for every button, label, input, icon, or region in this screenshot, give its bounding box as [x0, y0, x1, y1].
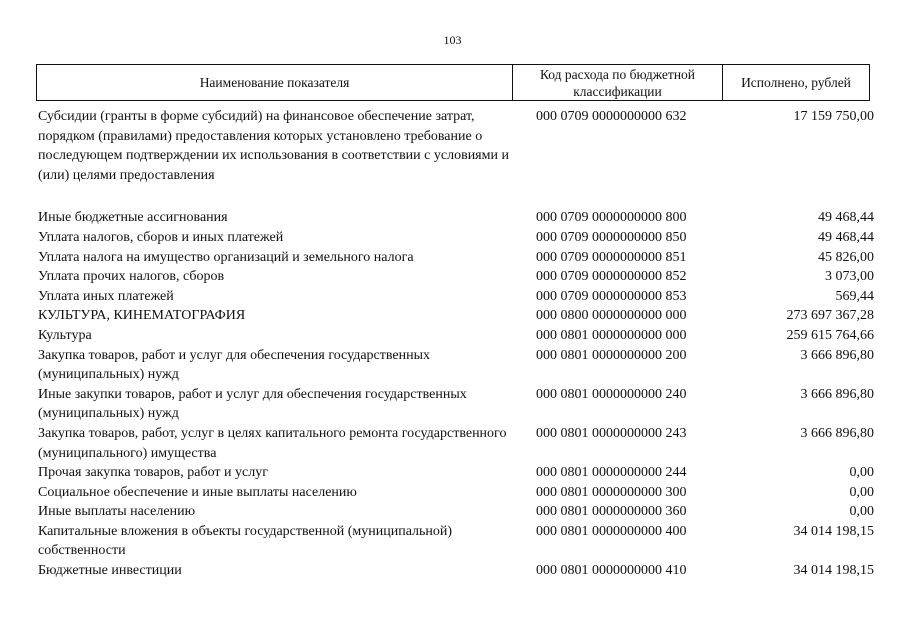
table-row	[38, 248, 874, 268]
row-name: Прочая закупка товаров, работ и услуг	[38, 465, 268, 481]
table-row	[38, 522, 874, 561]
table-row	[38, 483, 874, 503]
row-amount: 17 159 750,00	[793, 109, 874, 124]
row-code: 000 0801 0000000000 300	[536, 484, 687, 500]
row-amount: 0,00	[849, 465, 874, 481]
header-amount: Исполнено, рублей	[741, 75, 851, 90]
row-code: 000 0801 0000000000 243	[536, 425, 687, 441]
row-name: Уплата налогов, сборов и иных платежей	[38, 229, 284, 245]
table-row	[38, 502, 874, 522]
row-name: Бюджетные инвестиции	[38, 563, 182, 579]
row-code: 000 0801 0000000000 360	[536, 504, 687, 520]
row-amount: 34 014 198,15	[793, 523, 874, 539]
row-code: 000 0801 0000000000 200	[536, 347, 687, 363]
table-row	[38, 306, 874, 326]
row-code: 000 0801 0000000000 240	[536, 386, 687, 402]
row-name: Культура	[38, 327, 92, 343]
row-amount: 0,00	[849, 504, 874, 520]
row-name: Уплата прочих налогов, сборов	[38, 269, 225, 285]
row-name: КУЛЬТУРА, КИНЕМАТОГРАФИЯ	[38, 308, 246, 324]
table-row	[38, 107, 874, 185]
row-code: 000 0801 0000000000 400	[536, 523, 687, 539]
row-name: Уплата иных платежей	[38, 288, 174, 304]
row-amount: 49 468,44	[818, 229, 874, 245]
row-name: Иные закупки товаров, работ и услуг для обеспечения государственных (муниципальных) нужд	[38, 386, 467, 422]
row-name: Капитальные вложения в объекты государственной (муниципальной) собственности	[38, 523, 453, 559]
row-name: Уплата налога на имущество организаций и земельного налога	[38, 249, 414, 265]
row-amount: 49 468,44	[818, 210, 874, 226]
row-amount: 3 073,00	[825, 269, 874, 285]
row-name: Субсидии (гранты в форме субсидий) на финансовое обеспечение затрат, порядком (правилами) предоставления которых установлено требование о последующем подтверждении их использования в соответствии с условиями и (или) целями предоставления	[38, 109, 509, 183]
row-code: 000 0709 0000000000 853	[536, 288, 687, 304]
row-gap	[38, 185, 874, 208]
row-amount: 3 666 896,80	[800, 386, 874, 402]
header-name: Наименование показателя	[37, 65, 513, 100]
row-name: Закупка товаров, работ, услуг в целях капитального ремонта государственного (муниципального) имущества	[38, 425, 507, 461]
table-row	[38, 385, 874, 424]
table-row	[38, 228, 874, 248]
table-row	[38, 287, 874, 307]
row-code: 000 0801 0000000000 244	[536, 465, 687, 481]
row-amount: 569,44	[835, 288, 874, 304]
row-amount: 45 826,00	[818, 249, 874, 265]
row-name: Иные выплаты населению	[38, 504, 196, 520]
row-code: 000 0709 0000000000 632	[536, 109, 687, 124]
table-row	[38, 267, 874, 287]
row-amount: 3 666 896,80	[800, 425, 874, 441]
row-name: Социальное обеспечение и иные выплаты населению	[38, 484, 357, 500]
table-row	[38, 424, 874, 463]
row-code: 000 0709 0000000000 852	[536, 269, 687, 285]
row-code: 000 0709 0000000000 800	[536, 210, 687, 226]
row-amount: 273 697 367,28	[786, 308, 874, 324]
row-amount: 259 615 764,66	[786, 327, 874, 343]
row-code: 000 0801 0000000000 000	[536, 327, 687, 343]
table-body	[38, 107, 874, 581]
header-code: Код расхода по бюджетной классификации	[513, 65, 723, 100]
row-amount: 34 014 198,15	[793, 563, 874, 579]
row-code: 000 0800 0000000000 000	[536, 308, 687, 324]
table-header	[36, 64, 870, 101]
row-amount: 0,00	[849, 484, 874, 500]
row-name: Иные бюджетные ассигнования	[38, 210, 228, 226]
row-code: 000 0709 0000000000 850	[536, 229, 687, 245]
page-number: 103	[443, 33, 462, 47]
table-row	[38, 346, 874, 385]
table-row	[38, 463, 874, 483]
row-code: 000 0801 0000000000 410	[536, 563, 687, 579]
row-name: Закупка товаров, работ и услуг для обеспечения государственных (муниципальных) нужд	[38, 347, 431, 383]
table-row	[38, 326, 874, 346]
table-row	[38, 561, 874, 581]
row-amount: 3 666 896,80	[800, 347, 874, 363]
row-code: 000 0709 0000000000 851	[536, 249, 687, 265]
table-row	[38, 208, 874, 228]
